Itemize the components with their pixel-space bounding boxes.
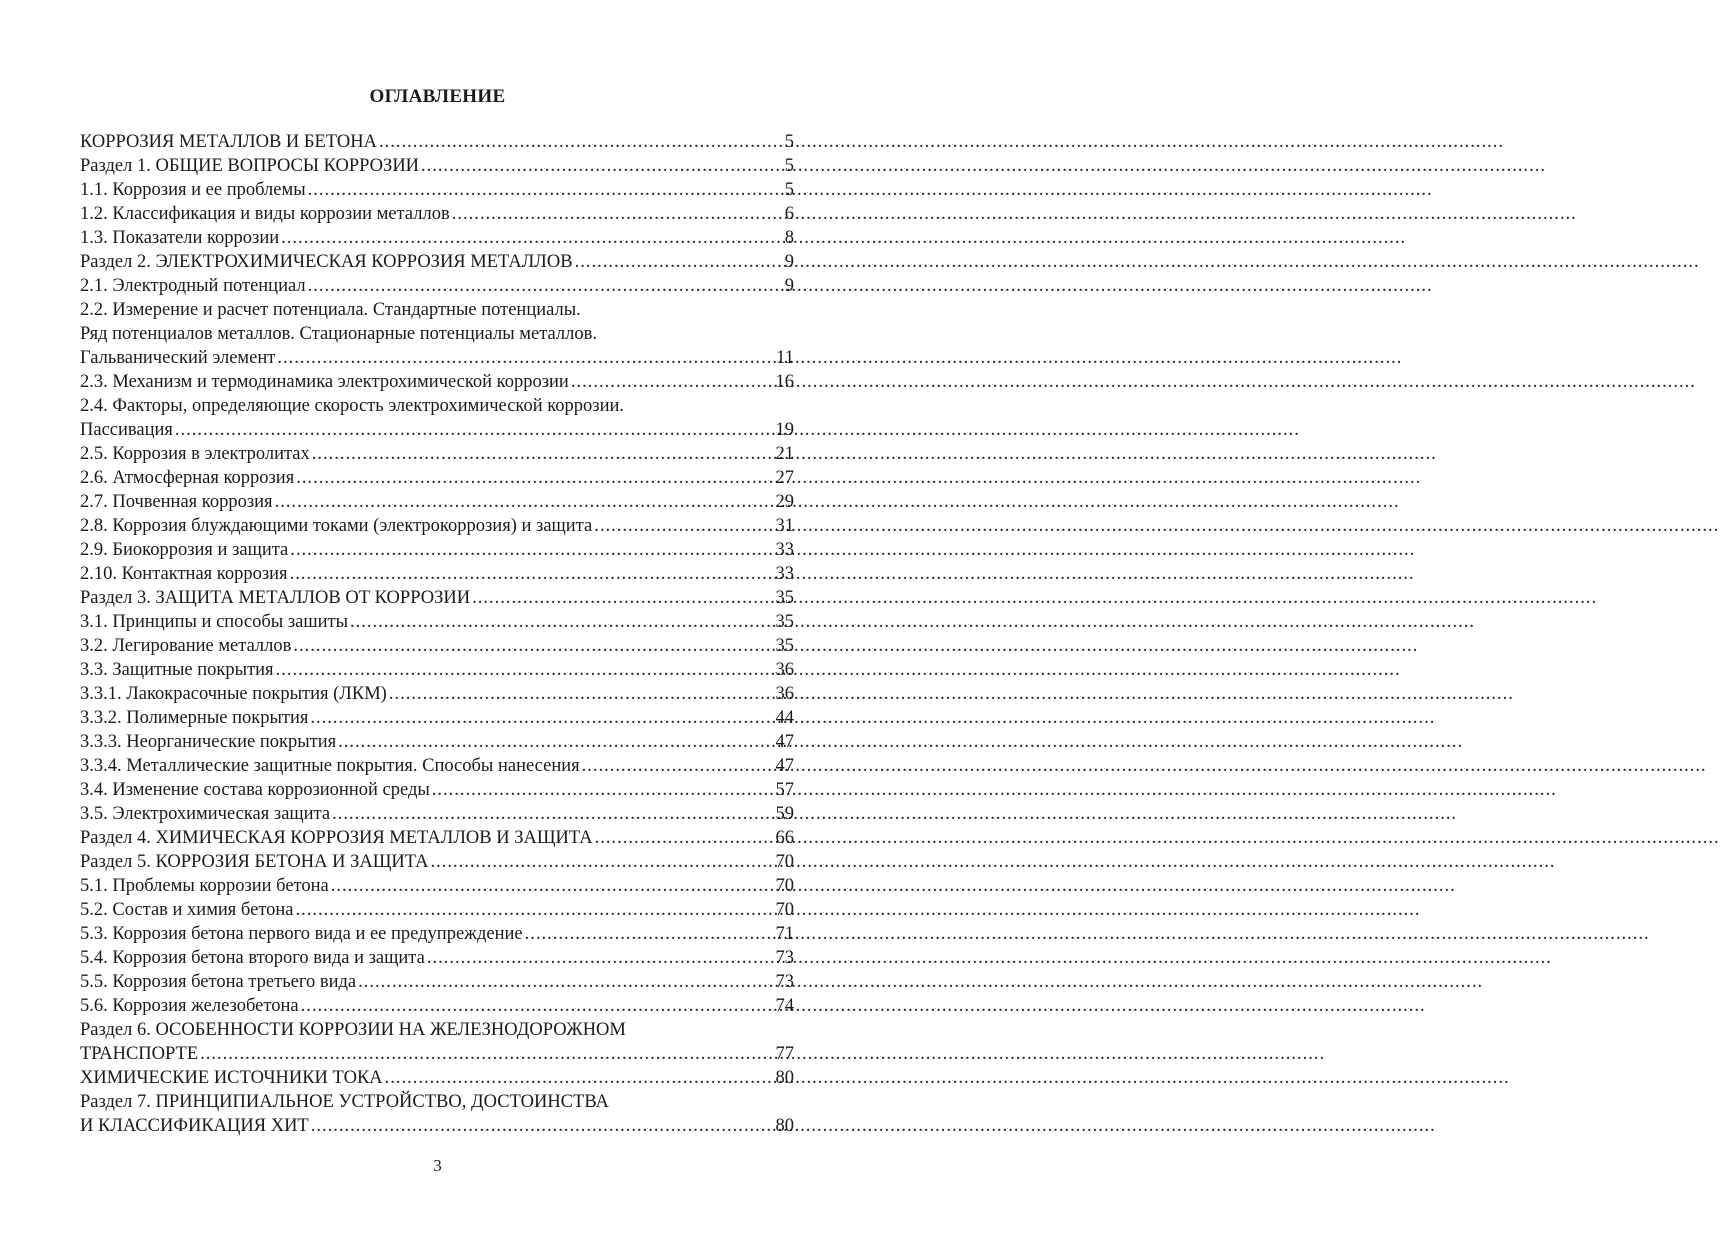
page-title: ОГЛАВЛЕНИЕ (369, 86, 506, 107)
dot-leader (293, 634, 773, 658)
toc-entry[interactable] (80, 562, 794, 586)
dot-leader (277, 346, 774, 370)
dot-leader (290, 538, 773, 562)
toc-entry[interactable] (80, 754, 794, 778)
toc-entry-page: 11 (776, 348, 794, 368)
dot-leader (472, 586, 773, 610)
toc-entry-title: Раздел 1. ОБЩИЕ ВОПРОСЫ КОРРОЗИИ (80, 156, 420, 176)
toc-entry-title: 2.8. Коррозия блуждающими токами (электрокоррозия) и защита (80, 516, 593, 536)
toc-entry-page: 71 (775, 924, 794, 944)
dot-leader (338, 730, 773, 754)
dot-leader (312, 442, 774, 466)
toc-entry[interactable] (80, 970, 794, 994)
toc-entry[interactable] (80, 226, 794, 250)
toc-entry-title: 3.4. Изменение состава коррозионной среды (80, 780, 430, 800)
toc-entry-page: 9 (784, 252, 794, 272)
toc-entry-page: 73 (775, 948, 794, 968)
toc-entry-page: 35 (775, 588, 794, 608)
toc-entry-page: 6 (784, 204, 794, 224)
dot-leader (310, 706, 773, 730)
dot-leader (432, 778, 774, 802)
toc-entry-page: 29 (775, 492, 794, 512)
toc-entry-title-line: Раздел 6. ОСОБЕННОСТИ КОРРОЗИИ НА ЖЕЛЕЗНОДОРОЖНОМ (80, 1020, 626, 1040)
toc-entry-title: 2.5. Коррозия в электролитах (80, 444, 310, 464)
toc-entry-title: Раздел 2. ЭЛЕКТРОХИМИЧЕСКАЯ КОРРОЗИЯ МЕТАЛЛОВ (80, 252, 573, 272)
page-number: 3 (433, 1156, 442, 1175)
toc-entry-title: 3.3. Защитные покрытия (80, 660, 274, 680)
toc-entry[interactable] (80, 1090, 794, 1138)
toc-entry-page: 77 (775, 1044, 794, 1064)
toc-entry-title: Раздел 5. КОРРОЗИЯ БЕТОНА И ЗАЩИТА (80, 852, 429, 872)
toc-entry-title: 2.6. Атмосферная коррозия (80, 468, 295, 488)
dot-leader (379, 130, 783, 154)
dot-leader (582, 754, 774, 778)
toc-entry[interactable] (80, 274, 794, 298)
toc-entry-page: 9 (784, 276, 794, 296)
toc-entry[interactable] (80, 370, 794, 394)
toc-entry-page: 5 (784, 156, 794, 176)
toc-entry-title: 3.3.1. Лакокрасочные покрытия (ЛКМ) (80, 684, 387, 704)
toc-entry[interactable] (80, 538, 794, 562)
dot-leader (385, 1066, 774, 1090)
toc-entry[interactable] (80, 802, 794, 826)
toc-entry-title: Гальванический элемент (80, 348, 276, 368)
toc-entry[interactable] (80, 466, 794, 490)
toc-entry-page: 47 (775, 732, 794, 752)
toc-entry-page: 8 (784, 228, 794, 248)
toc-entry[interactable] (80, 826, 794, 850)
table-of-contents (80, 130, 794, 1138)
toc-entry-title: 1.1. Коррозия и ее проблемы (80, 180, 306, 200)
dot-leader (281, 226, 783, 250)
dot-leader (276, 658, 774, 682)
toc-entry[interactable] (80, 850, 794, 874)
toc-entry-page: 66 (775, 828, 794, 848)
toc-entry-title-line: Раздел 7. ПРИНЦИПИАЛЬНОЕ УСТРОЙСТВО, ДОСТОИНСТВА (80, 1092, 609, 1112)
toc-entry-title: ХИМИЧЕСКИЕ ИСТОЧНИКИ ТОКА (80, 1068, 383, 1088)
toc-entry-title: 1.2. Классификация и виды коррозии металлов (80, 204, 450, 224)
dot-leader (308, 274, 783, 298)
toc-entry-page: 21 (775, 444, 794, 464)
toc-entry-title: 2.9. Биокоррозия и защита (80, 540, 289, 560)
toc-entry-title: Раздел 3. ЗАЩИТА МЕТАЛЛОВ ОТ КОРРОЗИИ (80, 588, 471, 608)
dot-leader (296, 898, 774, 922)
dot-leader (275, 490, 774, 514)
toc-entry[interactable] (80, 514, 794, 538)
toc-entry-title: 5.5. Коррозия бетона третьего вида (80, 972, 357, 992)
toc-entry-page: 5 (784, 132, 794, 152)
toc-entry[interactable] (80, 874, 794, 898)
toc-entry-title: 5.1. Проблемы коррозии бетона (80, 876, 329, 896)
toc-entry-page: 33 (775, 564, 794, 584)
dot-leader (421, 154, 783, 178)
toc-entry[interactable] (80, 298, 794, 370)
toc-entry-page: 80 (775, 1116, 794, 1136)
toc-entry-page: 16 (775, 372, 794, 392)
toc-entry[interactable] (80, 634, 794, 658)
toc-entry-page: 70 (775, 852, 794, 872)
toc-entry-page: 27 (775, 468, 794, 488)
toc-entry-page: 80 (775, 1068, 794, 1088)
toc-entry[interactable] (80, 658, 794, 682)
dot-leader (331, 874, 774, 898)
toc-entry-page: 31 (775, 516, 794, 536)
dot-leader (575, 250, 783, 274)
toc-entry[interactable] (80, 394, 794, 442)
toc-entry-page: 44 (775, 708, 794, 728)
toc-entry-title: 5.4. Коррозия бетона второго вида и защита (80, 948, 425, 968)
toc-entry[interactable] (80, 130, 794, 154)
toc-entry-title: Пассивация (80, 420, 173, 440)
toc-entry-page: 70 (775, 900, 794, 920)
dot-leader (296, 466, 773, 490)
toc-entry-title: 3.3.3. Неорганические покрытия (80, 732, 337, 752)
dot-leader (595, 826, 774, 850)
dot-leader (311, 1114, 774, 1138)
toc-entry-page: 47 (775, 756, 794, 776)
toc-entry[interactable] (80, 778, 794, 802)
dot-leader (571, 370, 774, 394)
toc-entry[interactable] (80, 706, 794, 730)
dot-leader (308, 178, 783, 202)
toc-entry[interactable] (80, 682, 794, 706)
toc-entry-title: 3.1. Принципы и способы зашиты (80, 612, 348, 632)
toc-entry-page: 5 (784, 180, 794, 200)
toc-entry[interactable] (80, 946, 794, 970)
dot-leader (594, 514, 773, 538)
toc-entry-title: 3.3.2. Полимерные покрытия (80, 708, 309, 728)
toc-entry-page: 36 (775, 684, 794, 704)
toc-entry-title: 5.6. Коррозия железобетона (80, 996, 299, 1016)
dot-leader (525, 922, 774, 946)
toc-entry-title: 1.3. Показатели коррозии (80, 228, 280, 248)
toc-entry[interactable] (80, 1066, 794, 1090)
toc-entry-title: 3.3.4. Металлические защитные покрытия. Способы нанесения (80, 756, 580, 776)
toc-entry-title-line: Ряд потенциалов металлов. Стационарные потенциалы металлов. (80, 324, 597, 344)
toc-entry-page: 57 (775, 780, 794, 800)
toc-entry-title-line: 2.4. Факторы, определяющие скорость электрохимической коррозии. (80, 396, 625, 416)
toc-entry[interactable] (80, 1018, 794, 1066)
dot-leader (200, 1042, 773, 1066)
toc-entry-title: 3.5. Электрохимическая защита (80, 804, 331, 824)
dot-leader (290, 562, 774, 586)
toc-entry-title: Раздел 4. ХИМИЧЕСКАЯ КОРРОЗИЯ МЕТАЛЛОВ И ЗАЩИТА (80, 828, 593, 848)
toc-entry[interactable] (80, 586, 794, 610)
toc-entry[interactable] (80, 730, 794, 754)
toc-entry-page: 19 (775, 420, 794, 440)
toc-entry[interactable] (80, 442, 794, 466)
toc-entry-title: И КЛАССИФИКАЦИЯ ХИТ (80, 1116, 309, 1136)
dot-leader (431, 850, 774, 874)
dot-leader (358, 970, 773, 994)
toc-entry[interactable] (80, 994, 794, 1018)
toc-entry-page: 35 (775, 612, 794, 632)
toc-entry[interactable] (80, 610, 794, 634)
dot-leader (389, 682, 774, 706)
toc-entry-page: 33 (775, 540, 794, 560)
toc-entry-title-line: 2.2. Измерение и расчет потенциала. Стандартные потенциалы. (80, 300, 581, 320)
dot-leader (350, 610, 774, 634)
dot-leader (452, 202, 783, 226)
toc-entry-title: 5.2. Состав и химия бетона (80, 900, 294, 920)
toc-entry-title: 2.1. Электродный потенциал (80, 276, 306, 296)
toc-entry[interactable] (80, 154, 794, 178)
toc-entry-page: 59 (775, 804, 794, 824)
dot-leader (175, 418, 774, 442)
toc-entry-title: КОРРОЗИЯ МЕТАЛЛОВ И БЕТОНА (80, 132, 377, 152)
toc-entry-title: 2.7. Почвенная коррозия (80, 492, 273, 512)
toc-entry-title: 2.3. Механизм и термодинамика электрохимической коррозии (80, 372, 569, 392)
dot-leader (332, 802, 773, 826)
toc-entry-title: ТРАНСПОРТЕ (80, 1044, 199, 1064)
toc-entry[interactable] (80, 178, 794, 202)
toc-entry[interactable] (80, 250, 794, 274)
dot-leader (301, 994, 774, 1018)
toc-entry-page: 35 (775, 636, 794, 656)
toc-entry-page: 70 (775, 876, 794, 896)
toc-entry-title: 2.10. Контактная коррозия (80, 564, 288, 584)
toc-entry[interactable] (80, 898, 794, 922)
toc-entry-title: 5.3. Коррозия бетона первого вида и ее предупреждение (80, 924, 523, 944)
toc-entry[interactable] (80, 202, 794, 226)
toc-entry-page: 74 (775, 996, 794, 1016)
toc-entry-title: 3.2. Легирование металлов (80, 636, 292, 656)
toc-entry[interactable] (80, 922, 794, 946)
toc-entry[interactable] (80, 490, 794, 514)
dot-leader (427, 946, 774, 970)
toc-entry-page: 36 (775, 660, 794, 680)
toc-entry-page: 73 (775, 972, 794, 992)
